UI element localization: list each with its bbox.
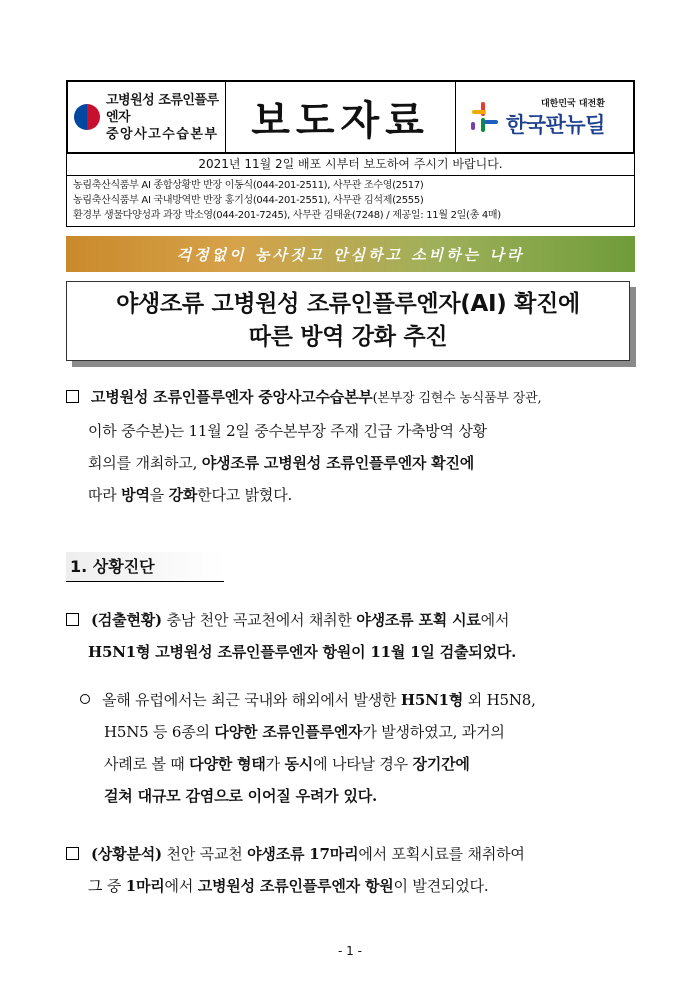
org-name-line2: 중앙사고수습본부 — [106, 126, 219, 142]
detection-text: 야생조류 포획 시료 — [356, 611, 481, 629]
logo-slogan: 대한민국 대전환 — [540, 98, 605, 109]
europe-text: 가 — [265, 755, 285, 773]
europe-text: 사례로 볼 때 — [104, 755, 190, 773]
release-note: 2021년 11월 2일 배포 시부터 보도하여 주시기 바랍니다. — [66, 154, 635, 176]
headline-box — [66, 281, 630, 361]
intro-text: 강화 — [168, 486, 198, 504]
analysis-text: 에서 포획시료를 채취하여 — [358, 845, 525, 863]
europe-text: 가 발생하였고, 과거의 — [362, 723, 505, 741]
europe-text: 외 H5N8, — [463, 691, 536, 709]
intro-text: 방역 — [121, 486, 150, 504]
europe-text: 다양한 조류인플루엔자 — [214, 723, 363, 741]
analysis-text: (상황분석) — [91, 845, 162, 863]
europe-text: H5N1형 — [400, 691, 464, 709]
page-number: - 1 - — [338, 944, 362, 958]
logo-cell — [456, 82, 633, 152]
intro-text: 을 — [149, 486, 169, 504]
contact-line: 환경부 생물다양성과 과장 박소영(044-201-7245), 사무관 김태윤(7248) / 제공일: 11월 2일(총 4매) — [73, 210, 501, 221]
europe-text: H5N5 등 6종의 — [104, 723, 215, 741]
contact-line: 농림축산식품부 AI 종합상황반 반장 이동식(044-201-2511), 사무관 조수영(2517) — [73, 180, 424, 191]
europe-text: 올해 유럽에서는 최근 국내와 해외에서 발생한 — [102, 691, 401, 709]
europe-text: 다양한 형태 — [189, 755, 266, 773]
circle-bullet-icon — [80, 694, 90, 704]
analysis-text: 에서 — [164, 877, 198, 895]
europe-text: 장기간에 — [412, 755, 470, 773]
analysis-paragraph — [66, 838, 636, 902]
press-header — [66, 80, 635, 154]
square-bullet-icon — [66, 613, 79, 626]
korean-new-deal-logo-icon — [468, 102, 498, 132]
headline-line2: 따른 방역 강화 추진 — [248, 324, 448, 350]
government-emblem-icon — [74, 104, 100, 130]
press-release-title: 보도자료 — [251, 97, 430, 144]
analysis-text: 고병원성 조류인플루엔자 항원 — [197, 877, 394, 895]
org-name-line1: 고병원성 조류인플루엔자 — [106, 92, 219, 125]
square-bullet-icon — [66, 847, 79, 860]
contact-line: 농림축산식품부 AI 국내방역반 반장 홍기성(044-201-2551), 사무관 김석제(2555) — [73, 195, 424, 206]
detection-text: H5N1형 고병원성 조류인플루엔자 항원이 11월 1일 검출되었다. — [88, 643, 517, 661]
detection-text: (검출현황) — [91, 611, 162, 629]
org-name — [106, 92, 225, 143]
title-cell — [226, 82, 456, 152]
detection-text: 충남 천안 곡교천에서 채취한 — [161, 611, 357, 629]
contacts-box — [66, 176, 635, 227]
detection-text: 에서 — [480, 611, 510, 629]
intro-text: 고병원성 조류인플루엔자 중앙사고수습본부 — [91, 388, 373, 406]
detection-paragraph — [66, 604, 636, 668]
headline-line1: 야생조류 고병원성 조류인플루엔자(AI) 확진에 — [116, 291, 580, 317]
analysis-text: 1마리 — [125, 877, 165, 895]
intro-text: 야생조류 고병원성 조류인플루엔자 확진에 — [201, 454, 475, 472]
intro-text: 회의를 개최하고, — [88, 454, 202, 472]
analysis-text: 천안 곡교천 — [161, 845, 248, 863]
analysis-text: 그 중 — [88, 877, 126, 895]
intro-text: 이하 중수본)는 11월 2일 중수본부장 주재 긴급 가축방역 상황 — [88, 422, 487, 440]
org-cell — [68, 82, 226, 152]
logo-name: 한국판뉴딜 — [506, 112, 605, 137]
intro-paragraph — [66, 381, 636, 511]
intro-text: 따라 — [88, 486, 122, 504]
analysis-text: 야생조류 17마리 — [247, 845, 359, 863]
intro-text: (본부장 김현수 농식품부 장관, — [372, 391, 542, 406]
analysis-text: 이 발견되었다. — [393, 877, 489, 895]
europe-text: 에 나타날 경우 — [313, 755, 413, 773]
section-heading: 1. 상황진단 — [66, 552, 224, 582]
square-bullet-icon — [66, 390, 79, 403]
europe-text: 걸쳐 대규모 감염으로 이어질 우려가 있다. — [104, 787, 378, 805]
intro-text: 한다고 밝혔다. — [197, 486, 293, 504]
europe-paragraph — [80, 684, 636, 812]
europe-text: 동시 — [284, 755, 314, 773]
banner-text: 걱정없이 농사짓고 안심하고 소비하는 나라 — [176, 245, 525, 264]
slogan-banner — [66, 236, 635, 272]
